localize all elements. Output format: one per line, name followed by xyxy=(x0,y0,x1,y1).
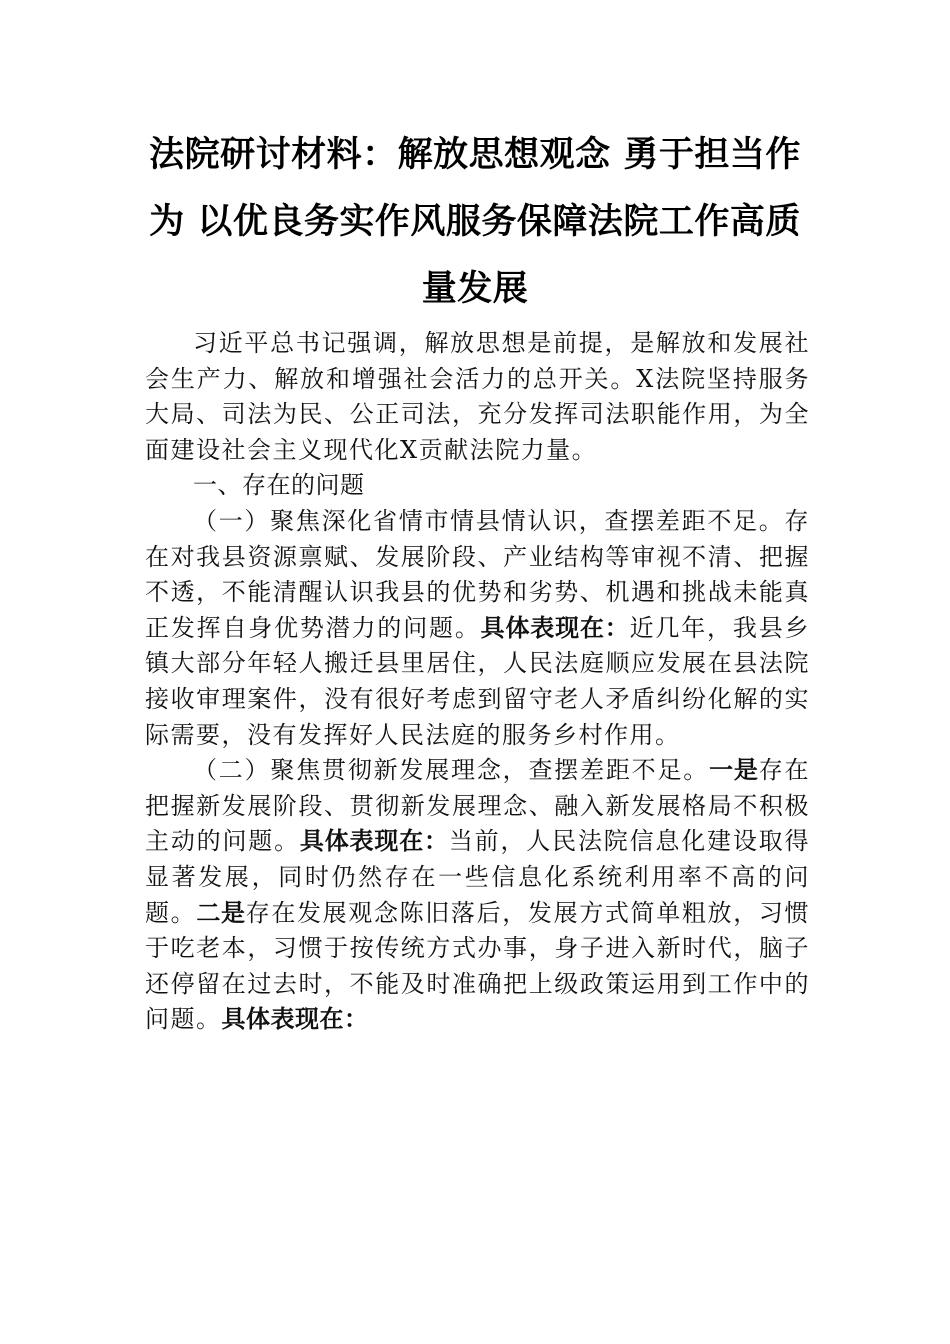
item-1-paragraph xyxy=(145,504,810,753)
point-1-detail-label: 具体表现在： xyxy=(299,827,449,856)
item-1-detail: 近几年，我县乡镇大部分年轻人搬迁县里居住，人民法庭顺应发展在县法院接收审理案件，没有很好考虑到留守老人矛盾纠纷化解的实际需要，没有发挥好人民法庭的服务乡村作用。 xyxy=(145,613,811,749)
point-1-label: 一是 xyxy=(709,756,759,785)
section-heading: 一、存在的问题 xyxy=(193,471,365,500)
item-2-paragraph xyxy=(145,753,810,1038)
document-title: 法院研讨材料：解放思想观念 勇于担当作为 以优良务实作风服务保障法院工作高质量发展 xyxy=(149,135,801,309)
document-body xyxy=(145,326,810,1038)
point-2-text: 存在发展观念陈旧落后，发展方式简单粗放，习惯于吃老本，习惯于按传统方式办事，身子进入新时代，脑子还停留在过去时，不能及时准确把上级政策运用到工作中的问题。 xyxy=(145,898,811,1034)
item-1-label: 具体表现在： xyxy=(480,613,630,642)
item-1-text: （一）聚焦深化省情市情县情认识，查摆差距不足。存在对我县资源禀赋、发展阶段、产业结构等审视不清、把握不透，不能清醒认识我县的优势和劣势、机遇和挑战未能真正发挥自身优势潜力的问题。 xyxy=(145,506,810,642)
item-2-lead: （二）聚焦贯彻新发展理念，查摆差距不足。 xyxy=(193,756,710,785)
point-1-detail: 当前，人民法院信息化建设取得显著发展，同时仍然存在一些信息化系统利用率不高的问题。 xyxy=(145,827,811,927)
point-2-detail-label: 具体表现在： xyxy=(221,1005,369,1034)
intro-paragraph: 习近平总书记强调，解放思想是前提，是解放和发展社会生产力、解放和增强社会活力的总开关。X法院坚持服务大局、司法为民、公正司法，充分发挥司法职能作用，为全面建设社会主义现代化X贡献法院力量。 xyxy=(145,329,810,464)
point-2-label: 二是 xyxy=(196,898,246,927)
point-1-text: 存在把握新发展阶段、贯彻新发展理念、融入新发展格局不积极主动的问题。 xyxy=(145,756,811,856)
